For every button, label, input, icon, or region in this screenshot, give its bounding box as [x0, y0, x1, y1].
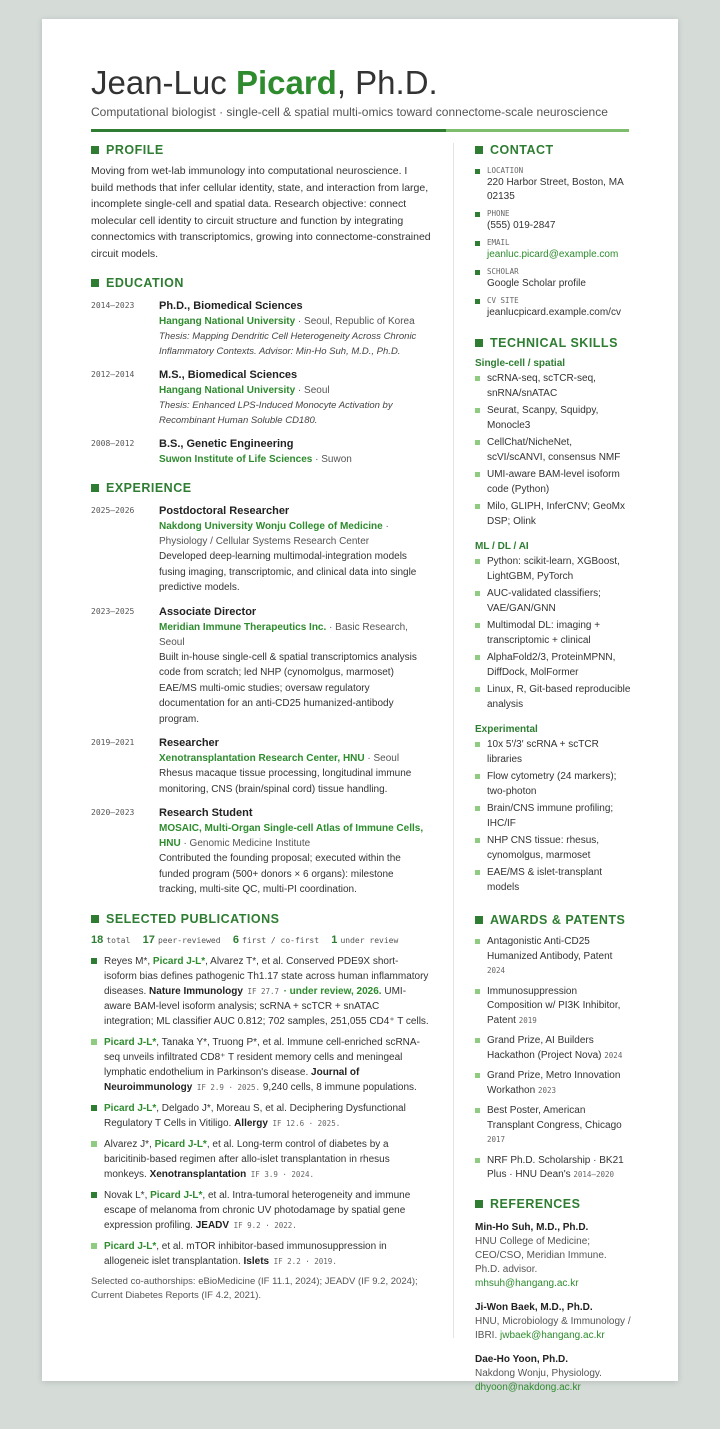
- experience-heading: EXPERIENCE: [91, 481, 431, 495]
- skill-item: Brain/CNS immune profiling; IHC/IF: [475, 802, 633, 831]
- square-bullet-icon: [475, 1158, 480, 1163]
- last-name: Picard: [235, 64, 337, 101]
- awards-heading: AWARDS & PATENTS: [475, 913, 633, 927]
- skill-item: Linux, R, Git-based reproducible analysis: [475, 683, 633, 712]
- reference-item: Dae-Ho Yoon, Ph.D. Nakdong Wonju, Physiology. dhyoon@nakdong.ac.kr: [475, 1353, 602, 1393]
- header-rule: [91, 129, 629, 132]
- square-bullet-icon: [91, 1105, 97, 1111]
- award-item: Best Poster, American Transplant Congress, Chicago 2017: [475, 1104, 633, 1148]
- education-entry: 2014–2023 Ph.D., Biomedical Sciences Hangang National University · Seoul, Republic of Korea Thesis: Mapping Dendritic Cell Heterogeneity Across Chronic Inflammatory Contexts. Advisor: Min-Ho Suh, M.D., Ph.D.: [91, 300, 417, 357]
- experience-entry: 2023–2025 Associate Director Meridian Immune Therapeutics Inc. · Basic Research, Seoul Built in-house single-cell & spatial transcriptomics analysis code from scratch; led NHP (cynomolgus, marmoset) EAE/MS multi-omic studies; oversaw regulatory documentation for an anti-CD25 humanized-antibody program.: [91, 605, 417, 725]
- profile-heading: PROFILE: [91, 143, 431, 157]
- skill-group-title: Experimental: [475, 724, 538, 735]
- experience-entry: 2020–2023 Research Student MOSAIC, Multi-Organ Single-cell Atlas of Immune Cells, HNU · Genomic Medicine Institute Contributed the founding proposal; executed within the funded program (500+ donors × 6 organs): milestone tracking, multi-site QC, multi-PI coordination.: [91, 807, 424, 895]
- contact-heading: CONTACT: [475, 143, 633, 157]
- skill-item: Multimodal DL: imaging + transcriptomic + clinical: [475, 619, 633, 648]
- square-bullet-icon: [475, 1200, 483, 1208]
- experience-entry: 2019–2021 Researcher Xenotransplantation Research Center, HNU · Seoul Rhesus macaque tissue processing, longitudinal immune monitoring, CNS (brain/spinal cord) tissue handling.: [91, 737, 412, 795]
- contact-email: EMAIL jeanluc.picard@example.com: [475, 237, 633, 262]
- square-bullet-icon: [475, 774, 480, 779]
- square-bullet-icon: [475, 989, 480, 994]
- phone-icon: [475, 212, 480, 217]
- square-bullet-icon: [91, 915, 99, 923]
- profile-text: Moving from wet-lab immunology into computational neuroscience. I build methods that infer cellular identity, state, and interaction from large, incomplete single-cell and spatial data. Research objective: connect molecular cell identity to circuit structure and function by integrating connectomics with transcriptomics, growing into connectome-constrained circuit models.: [91, 165, 431, 260]
- square-bullet-icon: [475, 440, 480, 445]
- email-link[interactable]: jeanluc.picard@example.com: [487, 249, 619, 260]
- square-bullet-icon: [475, 504, 480, 509]
- square-bullet-icon: [475, 939, 480, 944]
- publication-item: Picard J-L*, Delgado J*, Moreau S, et al. Deciphering Dysfunctional Regulatory T Cells in Vitiligo. Allergy IF 12.6 · 2025.: [91, 1101, 431, 1131]
- globe-icon: [475, 299, 480, 304]
- references-heading: REFERENCES: [475, 1197, 633, 1211]
- scholar-link[interactable]: Google Scholar profile: [487, 278, 586, 289]
- square-bullet-icon: [475, 1108, 480, 1113]
- skills-heading: TECHNICAL SKILLS: [475, 336, 633, 350]
- skill-item: AUC-validated classifiers; VAE/GAN/GNN: [475, 587, 633, 616]
- square-bullet-icon: [475, 838, 480, 843]
- award-item: Antagonistic Anti-CD25 Humanized Antibody, Patent 2024: [475, 935, 633, 979]
- reference-email[interactable]: dhyoon@nakdong.ac.kr: [475, 1381, 581, 1393]
- reference-item: Ji-Won Baek, M.D., Ph.D. HNU, Microbiology & Immunology / IBRI. jwbaek@hangang.ac.kr: [475, 1301, 631, 1341]
- contact-cv: CV SITE jeanlucpicard.example.com/cv: [475, 295, 633, 320]
- skill-item: Milo, GLIPH, InferCNV; GeoMx DSP; Olink: [475, 500, 633, 529]
- column-divider: [453, 143, 454, 1338]
- square-bullet-icon: [475, 559, 480, 564]
- square-bullet-icon: [475, 472, 480, 477]
- square-bullet-icon: [475, 408, 480, 413]
- contact-location: LOCATION 220 Harbor Street, Boston, MA 02135: [475, 165, 633, 204]
- experience-entry: 2025–2026 Postdoctoral Researcher Nakdong University Wonju College of Medicine · Physiology / Cellular Systems Research Center Developed deep-learning multimodal-integration models fusing imaging, transcriptomic, and clinical data into single predictive models.: [91, 505, 417, 593]
- education-heading: EDUCATION: [91, 276, 431, 290]
- square-bullet-icon: [91, 1039, 97, 1045]
- skill-item: Flow cytometry (24 markers); two-photon: [475, 770, 633, 799]
- reference-email[interactable]: jwbaek@hangang.ac.kr: [500, 1329, 605, 1341]
- square-bullet-icon: [475, 623, 480, 628]
- square-bullet-icon: [475, 591, 480, 596]
- skill-item: Python: scikit-learn, XGBoost, LightGBM, PyTorch: [475, 555, 633, 584]
- skill-item: EAE/MS & islet-transplant models: [475, 866, 633, 895]
- sidebar-column: [475, 143, 633, 1395]
- square-bullet-icon: [91, 279, 99, 287]
- publication-item: Picard J-L*, Tanaka Y*, Truong P*, et al. Immune cell-enriched scRNA-seq unveils infiltrated CD8⁺ T resident memory cells and meningeal lymphatic endothelium in Parkinson's disease. Journal of Neuroimmunology IF 2.9 · 2025. 9,240 cells, 8 immune populations.: [91, 1035, 431, 1095]
- square-bullet-icon: [475, 870, 480, 875]
- square-bullet-icon: [475, 687, 480, 692]
- award-item: NRF Ph.D. Scholarship · BK21 Plus · HNU Dean's 2014–2020: [475, 1154, 633, 1183]
- square-bullet-icon: [91, 1192, 97, 1198]
- square-bullet-icon: [91, 146, 99, 154]
- square-bullet-icon: [475, 742, 480, 747]
- square-bullet-icon: [475, 916, 483, 924]
- tagline: Computational biologist · single-cell & spatial multi-omics toward connectome-scale neuroscience: [91, 105, 608, 119]
- resume-page: [42, 19, 678, 1393]
- award-item: Immunosuppression Composition w/ PI3K Inhibitor, Patent 2019: [475, 985, 633, 1029]
- education-entry: 2012–2014 M.S., Biomedical Sciences Hangang National University · Seoul Thesis: Enhanced LPS-Induced Monocyte Activation by Recombinant Human Soluble CD180.: [91, 369, 393, 426]
- reference-item: Min-Ho Suh, M.D., Ph.D. HNU College of Medicine; CEO/CSO, Meridian Immune. Ph.D. advisor. mhsuh@hangang.ac.kr: [475, 1221, 607, 1289]
- square-bullet-icon: [475, 146, 483, 154]
- cv-site-link[interactable]: jeanlucpicard.example.com/cv: [487, 307, 621, 318]
- square-bullet-icon: [91, 958, 97, 964]
- skill-group-title: ML / DL / AI: [475, 541, 529, 552]
- publication-item: Reyes M*, Picard J-L*, Alvarez T*, et al. Conserved PDE9X short-isoform bias defines pathogenic Th1.17 state across human inflammatory diseases. Nature Immunology IF 27.7 · under review, 2026. UMI-aware BAM-level isoform analysis; scRNA + scTCR + snATAC integration; ML classifier AUC 0.812; 702 samples, 251,055 CD4⁺ T cells.: [91, 954, 431, 1029]
- skill-item: AlphaFold2/3, ProteinMPNN, DiffDock, MolFormer: [475, 651, 633, 680]
- award-item: Grand Prize, Metro Innovation Workathon 2023: [475, 1069, 633, 1098]
- person-name: Jean-Luc Picard, Ph.D.: [91, 64, 438, 101]
- publication-note: Selected co-authorships: eBioMedicine (IF 11.1, 2024); JEADV (IF 9.2, 2024); Current Diabetes Reports (IF 4.2, 2021).: [91, 1275, 418, 1301]
- award-item: Grand Prize, AI Builders Hackathon (Project Nova) 2024: [475, 1034, 633, 1063]
- square-bullet-icon: [91, 1243, 97, 1249]
- skill-item: scRNA-seq, scTCR-seq, snRNA/snATAC: [475, 372, 633, 401]
- skill-item: 10x 5′/3′ scRNA + scTCR libraries: [475, 738, 633, 767]
- skill-item: UMI-aware BAM-level isoform code (Python): [475, 468, 633, 497]
- square-bullet-icon: [475, 376, 480, 381]
- publication-item: Novak L*, Picard J-L*, et al. Intra-tumoral heterogeneity and immune escape of melanoma from chronic UV photodamage by spatial gene expression profiling. JEADV IF 9.2 · 2022.: [91, 1188, 431, 1233]
- location-icon: [475, 169, 480, 174]
- header: [91, 63, 631, 119]
- main-column: [91, 143, 431, 1304]
- skill-item: Seurat, Scanpy, Squidpy, Monocle3: [475, 404, 633, 433]
- contact-scholar: SCHOLAR Google Scholar profile: [475, 266, 633, 291]
- email-icon: [475, 241, 480, 246]
- reference-email[interactable]: mhsuh@hangang.ac.kr: [475, 1277, 579, 1289]
- square-bullet-icon: [475, 339, 483, 347]
- publication-stats: 18 total 17 peer-reviewed 6 first / co-first 1 under review: [91, 933, 399, 946]
- skill-item: NHP CNS tissue: rhesus, cynomolgus, marmoset: [475, 834, 633, 863]
- square-bullet-icon: [91, 1141, 97, 1147]
- skill-item: CellChat/NicheNet, scVI/scANVI, consensus NMF: [475, 436, 633, 465]
- contact-phone: PHONE (555) 019-2847: [475, 208, 633, 233]
- square-bullet-icon: [91, 484, 99, 492]
- skill-group-title: Single-cell / spatial: [475, 358, 566, 369]
- publication-item: Alvarez J*, Picard J-L*, et al. Long-term control of diabetes by a baricitinib-based regimen after allo-islet transplantation in rhesus monkeys. Xenotransplantation IF 3.9 · 2024.: [91, 1137, 431, 1182]
- education-entry: 2008–2012 B.S., Genetic Engineering Suwon Institute of Life Sciences · Suwon: [91, 438, 352, 465]
- square-bullet-icon: [475, 1038, 480, 1043]
- publication-item: Picard J-L*, et al. mTOR inhibitor-based immunosuppression in allogeneic islet transplantation. Islets IF 2.2 · 2019.: [91, 1239, 431, 1269]
- scholar-icon: [475, 270, 480, 275]
- square-bullet-icon: [475, 655, 480, 660]
- square-bullet-icon: [475, 1073, 480, 1078]
- square-bullet-icon: [475, 806, 480, 811]
- publications-heading: SELECTED PUBLICATIONS: [91, 912, 431, 926]
